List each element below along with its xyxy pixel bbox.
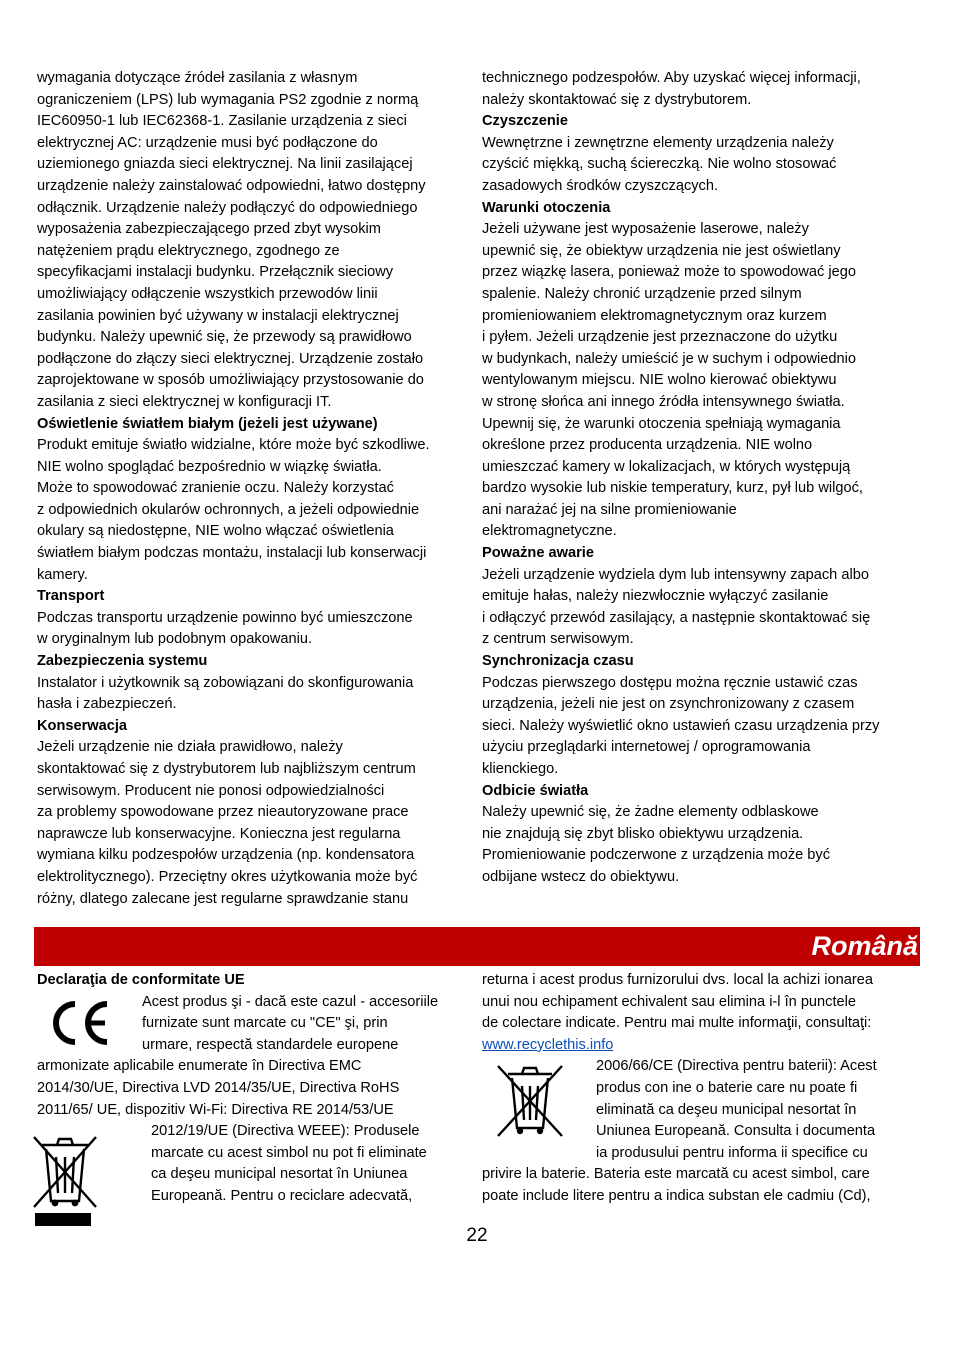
text-line: produs con ine o baterie care nu poate fi bbox=[596, 1079, 858, 1096]
text-line: Europeană. Pentru o reciclare adecvată, bbox=[151, 1187, 413, 1204]
text-line: ograniczeniem (LPS) lub wymagania PS2 zgodnie z normą bbox=[37, 91, 419, 108]
right-sections bbox=[482, 111, 922, 888]
text-line: 2014/30/UE, Directiva LVD 2014/35/UE, Directiva RoHS bbox=[37, 1079, 400, 1096]
text-line: umieszczać kamery w lokalizacjach, w których występują bbox=[482, 458, 851, 475]
return-text bbox=[482, 970, 922, 1035]
text-line: hasła i zabezpieczeń. bbox=[37, 696, 177, 713]
text-line: furnizate sunt marcate cu "CE" şi, prin bbox=[142, 1015, 388, 1032]
text-line: wymiana kilku podzespołów urządzenia (np. kondensatora bbox=[37, 847, 415, 864]
text-line: urmare, respectă standardele europene bbox=[142, 1036, 399, 1053]
text-line: naprawcze lub konserwacyjne. Konieczna jest regularna bbox=[37, 825, 401, 842]
text-line: nie znajdują się zbyt blisko obiektywu urządzenia. bbox=[482, 825, 804, 842]
text-line: marcate cu acest simbol nu pot fi eliminate bbox=[151, 1144, 427, 1161]
text-line: Uniunea Europeană. Consulta i documenta bbox=[596, 1123, 876, 1140]
text-line: w oryginalnym lub podobnym opakowaniu. bbox=[37, 631, 313, 648]
text-line: okulary są niedostępne, NIE wolno włączać oświetlenia bbox=[37, 523, 394, 540]
text-line: promieniowaniem elektromagnetycznym oraz kurzem bbox=[482, 307, 827, 324]
text-line: podłączone do złączy sieci elektrycznej. Urządzenie zostało bbox=[37, 350, 424, 367]
text-line: i pyłem. Jeżeli urządzenie jest przeznaczone do użytku bbox=[482, 329, 838, 346]
text-line: elektrycznej AC: urządzenie musi być podłączone do bbox=[37, 134, 378, 151]
text-line: Acest produs şi - dacă este cazul - accesoriile bbox=[142, 993, 439, 1010]
section-heading: Warunki otoczenia bbox=[482, 199, 611, 216]
text-line: z centrum serwisowym. bbox=[482, 631, 634, 648]
text-line: Instalator i użytkownik są zobowiązani do skonfigurowania bbox=[37, 674, 414, 691]
polish-right-column bbox=[482, 68, 922, 889]
text-line: ia produsului pentru informa ii specifice cu bbox=[596, 1144, 868, 1161]
romanian-right-column bbox=[482, 970, 922, 1208]
text-line: umożliwiający odłączenie wszystkich przewodów linii bbox=[37, 285, 378, 302]
section-heading: Zabezpieczenia systemu bbox=[37, 653, 208, 670]
text-line: de colectare indicate. Pentru mai multe informaţii, consultaţi: bbox=[482, 1015, 872, 1032]
text-line: w stronę słońca ani innego źródła intensywnego światła. bbox=[482, 393, 845, 410]
text-line: różny, dlatego zalecane jest regularne sprawdzanie stanu bbox=[37, 890, 409, 907]
left-sections bbox=[37, 414, 479, 911]
text-line: technicznego podzespołów. Aby uzyskać więcej informacji, bbox=[482, 70, 861, 86]
power-requirements-text bbox=[37, 68, 479, 414]
battery-continuation-text bbox=[482, 1164, 922, 1207]
section-heading: Oświetlenie światłem białym (jeżeli jest używane) bbox=[37, 415, 378, 432]
text-line: Jeżeli używane jest wyposażenie laserowe, należy bbox=[482, 221, 809, 238]
text-line: za problemy spowodowane przez nieautoryzowane prace bbox=[37, 804, 409, 821]
text-line: odłącznik. Urządzenie należy podłączyć do odpowiedniego bbox=[37, 199, 418, 216]
text-line: Może to spowodować zranienie oczu. Należy korzystać bbox=[37, 480, 394, 497]
text-line: Produkt emituje światło widzialne, które może być szkodliwe. bbox=[37, 437, 430, 454]
text-line: zasilania z sieci elektrycznej w konfiguracji IT. bbox=[37, 393, 332, 410]
text-line: wymagania dotyczące źródeł zasilania z własnym bbox=[37, 70, 358, 86]
text-line: określone przez producenta urządzenia. NIE wolno bbox=[482, 437, 813, 454]
crossed-bin-battery-icon bbox=[490, 1060, 570, 1140]
text-line: privire la baterie. Bateria este marcată cu acest simbol, care bbox=[482, 1166, 870, 1183]
text-line: Upewnij się, że warunki otoczenia spełniają wymagania bbox=[482, 415, 841, 432]
page-number: 22 bbox=[466, 1225, 488, 1246]
text-line: należy skontaktować się z dystrybutorem. bbox=[482, 91, 752, 108]
text-line: specyfikacjami instalacji budynku. Przełącznik sieciowy bbox=[37, 264, 394, 281]
ce-mark-icon bbox=[45, 1000, 113, 1046]
section-heading: Odbicie światła bbox=[482, 782, 589, 799]
text-line: natężeniem prądu elektrycznego, zgodnego ze bbox=[37, 242, 340, 259]
text-line: Podczas transportu urządzenie powinno być umieszczone bbox=[37, 609, 413, 626]
maintenance-continuation-text bbox=[482, 68, 922, 111]
recyclethis-link[interactable]: www.recyclethis.info bbox=[482, 1036, 614, 1053]
text-line: Należy upewnić się, że żadne elementy odblaskowe bbox=[482, 804, 819, 821]
text-line: bardzo wysokie lub niskie temperatury, kurz, pył lub wilgoć, bbox=[482, 480, 863, 497]
battery-block bbox=[482, 1056, 922, 1164]
eu-declaration-heading: Declaraţia de conformitate UE bbox=[37, 972, 245, 988]
section-heading: Poważne awarie bbox=[482, 545, 594, 562]
text-line: Wewnętrzne i zewnętrzne elementy urządzenia należy bbox=[482, 134, 834, 151]
weee-block bbox=[37, 1121, 479, 1207]
text-line: wyposażenia zabezpieczającego przed zbyt wysokim bbox=[37, 221, 381, 238]
section-heading: Transport bbox=[37, 588, 105, 605]
text-line: światłem białym podczas montażu, instalacji lub konserwacji bbox=[37, 545, 427, 562]
text-line: budynku. Należy upewnić się, że przewody są prawidłowo bbox=[37, 329, 412, 346]
text-line: odbijane wstecz do obiektywu. bbox=[482, 868, 680, 885]
text-line: spalenie. Należy chronić urządzenie przed silnym bbox=[482, 285, 802, 302]
romanian-left-column bbox=[37, 970, 479, 1208]
text-line: 2006/66/CE (Directiva pentru baterii): Acest bbox=[596, 1058, 877, 1075]
text-line: emituje hałas, należy niezwłocznie wyłączyć zasilanie bbox=[482, 588, 829, 605]
text-line: wentylowanym miejscu. NIE wolno kierować obiektywu bbox=[482, 372, 837, 389]
section-heading: Synchronizacja czasu bbox=[482, 653, 634, 670]
directives-text bbox=[37, 1056, 479, 1121]
text-line: czyścić miękką, suchą ściereczką. Nie wolno stosować bbox=[482, 156, 837, 173]
text-line: w budynkach, należy umieścić je w suchym i odpowiednio bbox=[482, 350, 856, 367]
text-line: Jeżeli urządzenie nie działa prawidłowo, należy bbox=[37, 739, 343, 756]
text-line: uziemionego gniazda sieci elektrycznej. Na linii zasilającej bbox=[37, 156, 413, 173]
text-line: eliminată ca deşeu municipal nesortat în bbox=[596, 1101, 857, 1118]
text-line: zasadowych środków czyszczących. bbox=[482, 177, 719, 194]
section-heading: Konserwacja bbox=[37, 717, 128, 734]
language-section-band bbox=[34, 927, 920, 966]
section-title: Română bbox=[811, 931, 918, 961]
text-line: Jeżeli urządzenie wydziela dym lub intensywny zapach albo bbox=[482, 566, 869, 583]
text-line: z odpowiednich okularów ochronnych, a jeżeli odpowiednie bbox=[37, 501, 420, 518]
text-line: Promieniowanie podczerwone z urządzenia może być bbox=[482, 847, 830, 864]
text-line: ca deşeu municipal nesortat în Uniunea bbox=[151, 1166, 408, 1183]
text-line: 2011/65/ UE, dispozitiv Wi-Fi: Directiva RE 2014/53/UE bbox=[37, 1101, 394, 1118]
ce-block bbox=[37, 992, 479, 1057]
text-line: NIE wolno spoglądać bezpośrednio w wiązkę światła. bbox=[37, 458, 382, 475]
text-line: przez wiązkę lasera, ponieważ może to spowodować jego bbox=[482, 264, 856, 281]
text-line: poate include litere pentru a indica substan ele cadmiu (Cd), bbox=[482, 1187, 871, 1204]
text-line: skontaktować się z dystrybutorem lub najbliższym centrum bbox=[37, 761, 416, 777]
text-line: użyciu przeglądarki internetowej / oprogramowania bbox=[482, 739, 811, 756]
text-line: upewnić się, że obiektyw urządzenia nie jest oświetlany bbox=[482, 242, 841, 259]
text-line: 2012/19/UE (Directiva WEEE): Produsele bbox=[151, 1123, 420, 1140]
text-line: kamery. bbox=[37, 566, 88, 583]
text-line: unui nou echipament echivalent sau elimina i-l în punctele bbox=[482, 993, 856, 1010]
text-line: armonizate aplicabile enumerate în Directiva EMC bbox=[37, 1058, 362, 1075]
text-line: serwisowym. Producent nie ponosi odpowiedzialności bbox=[37, 782, 385, 799]
section-heading: Czyszczenie bbox=[482, 113, 568, 130]
text-line: klienckiego. bbox=[482, 761, 559, 777]
polish-left-column bbox=[37, 68, 479, 910]
text-line: urządzenia, jeżeli nie jest on zsynchronizowany z czasem bbox=[482, 696, 855, 713]
crossed-bin-icon bbox=[24, 1127, 106, 1227]
text-line: sieci. Należy wyświetlić okno ustawień czasu urządzenia przy bbox=[482, 717, 880, 734]
text-line: IEC60950-1 lub IEC62368-1. Zasilanie urządzenia z sieci bbox=[37, 113, 407, 130]
text-line: Podczas pierwszego dostępu można ręcznie ustawić czas bbox=[482, 674, 858, 691]
text-line: returna i acest produs furnizorului dvs. local la achizi ionarea bbox=[482, 972, 873, 988]
text-line: elektromagnetyczne. bbox=[482, 523, 617, 540]
text-line: zasilania powinien być używany w instalacji elektrycznej bbox=[37, 307, 399, 324]
text-line: elektrolitycznego). Przeciętny okres użytkowania może być bbox=[37, 868, 418, 885]
text-line: zaprojektowane w sposób umożliwiający przystosowanie do bbox=[37, 372, 424, 389]
text-line: urządzenie należy zainstalować odpowiedni, łatwo dostępny bbox=[37, 177, 426, 194]
text-line: i odłączyć przewód zasilający, a następnie skontaktować się bbox=[482, 609, 871, 626]
text-line: ani narażać jej na silne promieniowanie bbox=[482, 501, 737, 518]
